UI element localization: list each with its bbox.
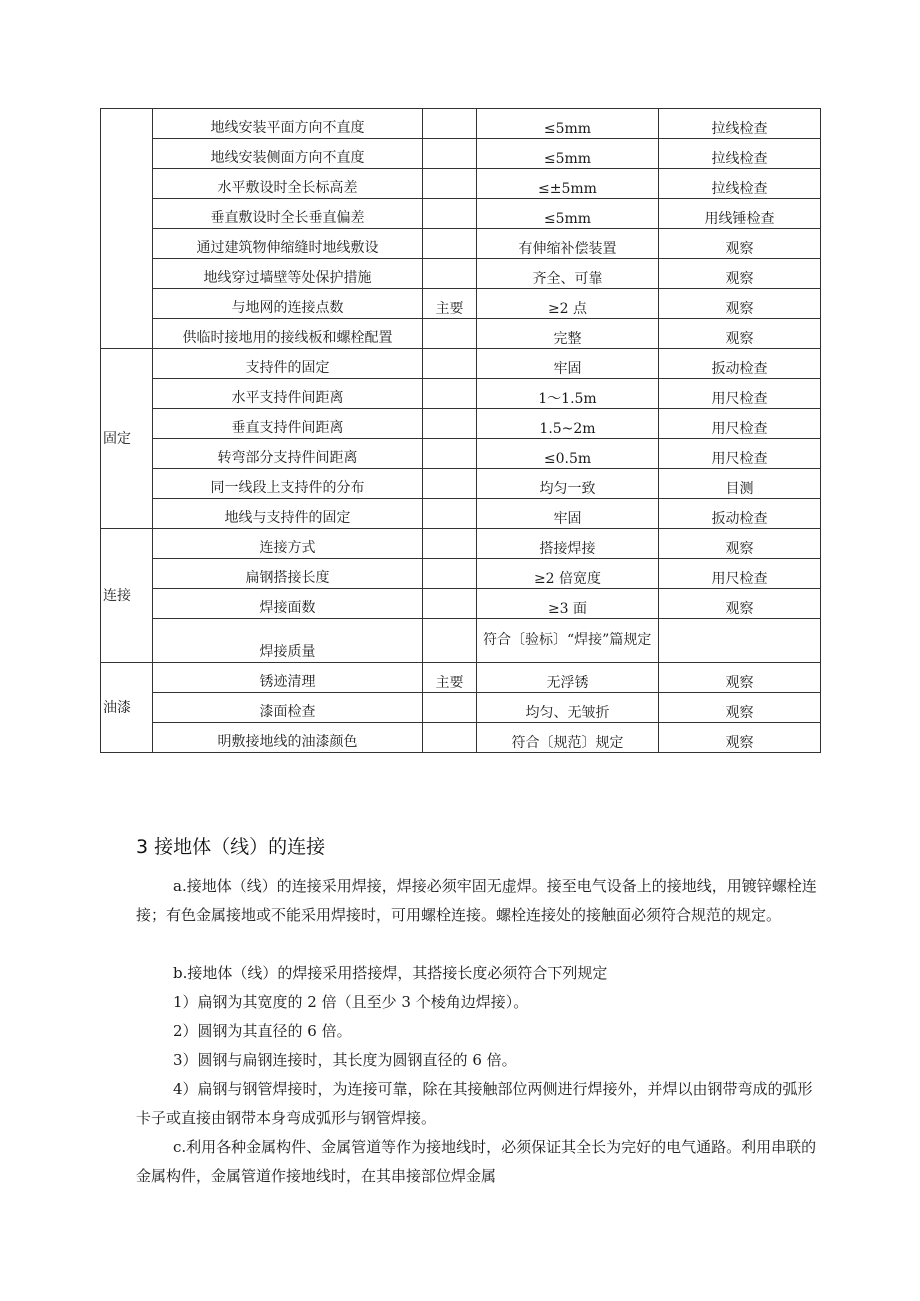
table-row [101, 319, 821, 349]
item-cell: 锈迹清理 [153, 663, 423, 693]
method-cell: 观察 [659, 693, 821, 723]
type-cell [423, 229, 477, 259]
type-cell [423, 259, 477, 289]
table-row [101, 409, 821, 439]
type-cell [423, 439, 477, 469]
group-cell: 固定 [101, 349, 153, 529]
item-cell: 支持件的固定 [153, 349, 423, 379]
table-row [101, 289, 821, 319]
table-row [101, 619, 821, 663]
table-row [101, 439, 821, 469]
method-cell [659, 619, 821, 663]
method-cell: 用尺检查 [659, 439, 821, 469]
standard-cell: 搭接焊接 [477, 529, 659, 559]
table-row [101, 259, 821, 289]
item-cell: 明敷接地线的油漆颜色 [153, 723, 423, 753]
item-cell: 焊接质量 [153, 619, 423, 663]
item-cell: 漆面检查 [153, 693, 423, 723]
table-row [101, 199, 821, 229]
standard-cell: 符合〔规范〕规定 [477, 723, 659, 753]
item-cell: 水平敷设时全长标高差 [153, 169, 423, 199]
table-row [101, 589, 821, 619]
standard-cell: 符合〔验标〕“焊接”篇规定 [477, 619, 659, 663]
method-cell: 观察 [659, 229, 821, 259]
method-cell: 拉线检查 [659, 169, 821, 199]
standard-cell: 无浮锈 [477, 663, 659, 693]
table-row [101, 723, 821, 753]
method-cell: 观察 [659, 289, 821, 319]
section-title: 3 接地体（线）的连接 [136, 836, 326, 858]
item-cell: 水平支持件间距离 [153, 379, 423, 409]
standard-cell: 有伸缩补偿装置 [477, 229, 659, 259]
type-cell: 主要 [423, 289, 477, 319]
standard-cell: ≥2 点 [477, 289, 659, 319]
standard-cell: ≤±5mm [477, 169, 659, 199]
table-row [101, 139, 821, 169]
method-cell: 用尺检查 [659, 409, 821, 439]
item-cell: 地线与支持件的固定 [153, 499, 423, 529]
standard-cell: ≥3 面 [477, 589, 659, 619]
table-row [101, 379, 821, 409]
standard-cell: 均匀一致 [477, 469, 659, 499]
method-cell: 用线锤检查 [659, 199, 821, 229]
method-cell: 扳动检查 [659, 499, 821, 529]
item-cell: 扁钢搭接长度 [153, 559, 423, 589]
type-cell [423, 109, 477, 139]
group-cell: 油漆 [101, 663, 153, 753]
type-cell [423, 469, 477, 499]
method-cell: 观察 [659, 319, 821, 349]
paragraph-b2: 2）圆钢为其直径的 6 倍。 [173, 1022, 352, 1040]
type-cell [423, 589, 477, 619]
standard-cell: ≤5mm [477, 139, 659, 169]
standard-cell: 牢固 [477, 499, 659, 529]
method-cell: 拉线检查 [659, 139, 821, 169]
type-cell [423, 619, 477, 663]
item-cell: 转弯部分支持件间距离 [153, 439, 423, 469]
method-cell: 观察 [659, 723, 821, 753]
item-cell: 供临时接地用的接线板和螺栓配置 [153, 319, 423, 349]
item-cell: 焊接面数 [153, 589, 423, 619]
type-cell: 主要 [423, 663, 477, 693]
type-cell [423, 349, 477, 379]
type-cell [423, 693, 477, 723]
method-cell: 拉线检查 [659, 109, 821, 139]
standard-cell: 齐全、可靠 [477, 259, 659, 289]
type-cell [423, 139, 477, 169]
item-cell: 垂直支持件间距离 [153, 409, 423, 439]
standard-cell: 均匀、无皱折 [477, 693, 659, 723]
item-cell: 同一线段上支持件的分布 [153, 469, 423, 499]
item-cell: 地线安装侧面方向不直度 [153, 139, 423, 169]
table-row [101, 349, 821, 379]
table-row [101, 693, 821, 723]
standard-cell: 完整 [477, 319, 659, 349]
standard-cell: ≤5mm [477, 199, 659, 229]
standard-cell: 1.5~2m [477, 409, 659, 439]
table-row [101, 169, 821, 199]
paragraph-b4: 4）扁钢与钢管焊接时，为连接可靠，除在其接触部位两侧进行焊接外，并焊以由钢带弯成的弧形卡子或直接由钢带本身弯成弧形与钢管焊接。 [136, 1080, 813, 1127]
paragraph-c: c.利用各种金属构件、金属管道等作为接地线时，必须保证其全长为完好的电气通路。利用串联的金属构件，金属管道作接地线时，在其串接部位焊金属 [136, 1138, 817, 1185]
method-cell: 用尺检查 [659, 379, 821, 409]
standard-cell: 牢固 [477, 349, 659, 379]
method-cell: 观察 [659, 663, 821, 693]
paragraph-b3: 3）圆钢与扁钢连接时，其长度为圆钢直径的 6 倍。 [173, 1051, 517, 1069]
standard-cell: ≤0.5m [477, 439, 659, 469]
paragraph-b: b.接地体（线）的焊接采用搭接焊，其搭接长度必须符合下列规定 [173, 964, 608, 982]
method-cell: 用尺检查 [659, 559, 821, 589]
method-cell: 观察 [659, 529, 821, 559]
type-cell [423, 319, 477, 349]
item-cell: 与地网的连接点数 [153, 289, 423, 319]
standard-cell: ≤5mm [477, 109, 659, 139]
type-cell [423, 723, 477, 753]
type-cell [423, 529, 477, 559]
table-row [101, 109, 821, 139]
item-cell: 垂直敷设时全长垂直偏差 [153, 199, 423, 229]
method-cell: 观察 [659, 589, 821, 619]
paragraph-a: a.接地体（线）的连接采用焊接，焊接必须牢固无虚焊。接至电气设备上的接地线，用镀锌螺栓连接；有色金属接地或不能采用焊接时，可用螺栓连接。螺栓连接处的接触面必须符合规范的规定。 [136, 877, 817, 924]
method-cell: 目测 [659, 469, 821, 499]
table-row [101, 529, 821, 559]
type-cell [423, 379, 477, 409]
table-row [101, 559, 821, 589]
paragraph-b1: 1）扁钢为其宽度的 2 倍（且至少 3 个棱角边焊接）。 [173, 993, 529, 1011]
method-cell: 扳动检查 [659, 349, 821, 379]
type-cell [423, 499, 477, 529]
type-cell [423, 169, 477, 199]
item-cell: 连接方式 [153, 529, 423, 559]
type-cell [423, 409, 477, 439]
type-cell [423, 559, 477, 589]
standard-cell: ≥2 倍宽度 [477, 559, 659, 589]
inspection-table [100, 108, 821, 753]
table-row [101, 663, 821, 693]
type-cell [423, 199, 477, 229]
table-row [101, 499, 821, 529]
item-cell: 通过建筑物伸缩缝时地线敷设 [153, 229, 423, 259]
item-cell: 地线穿过墙壁等处保护措施 [153, 259, 423, 289]
item-cell: 地线安装平面方向不直度 [153, 109, 423, 139]
group-cell: 连接 [101, 529, 153, 663]
standard-cell: 1～1.5m [477, 379, 659, 409]
method-cell: 观察 [659, 259, 821, 289]
table-row [101, 469, 821, 499]
group-cell [101, 109, 153, 349]
table-row [101, 229, 821, 259]
